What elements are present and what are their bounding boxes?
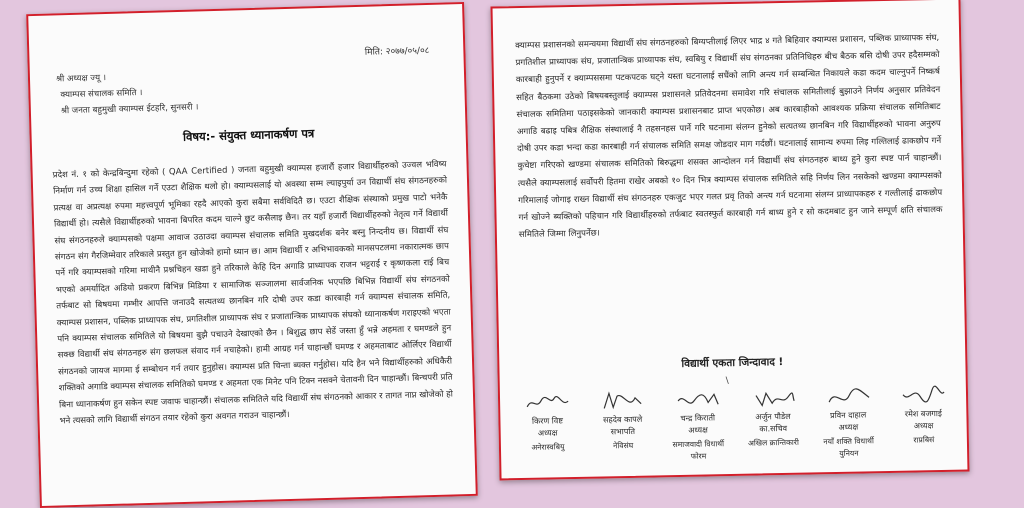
signatory-1 (514, 391, 581, 466)
signature-1-image (524, 391, 570, 414)
signatory-org: अनेरास्वबियु (531, 442, 565, 452)
signatory-org: अखिल क्रान्तिकारी (747, 437, 799, 448)
signatory-org: नेविसंघ (613, 440, 634, 451)
signature-block (514, 384, 957, 466)
letter-page-2 (490, 0, 969, 480)
letter-subject: विषय:- संयुक्त ध्यानाकर्षण पत्र (182, 126, 315, 144)
signatory-6 (890, 384, 957, 459)
signature-5-image (825, 385, 871, 408)
signatory-role: अध्यक्ष (838, 422, 859, 432)
letter-body-page-1: प्रदेश नं. १ को केन्द्रबिन्दुमा रहेको ( QAA Certified ) जनता बहुमुखी क्याम्पस हजारौं हजार विद्यार्थीहरुको उज्वल भविष्य निर्माण गर्न उच्च शिक्षा हासिल गर्ने एउटा शैक्षिक थलो हो। क्याम्पसलाई यो अवस्था सम्म ल्याइपुर्या उन विद्यार्थी संघ संगठनहरुको प्रत्यक्ष वा अप्रत्यक्ष रुपमा महत्त्वपूर्ण भूमिका रहदै आएको कुरा सबैमा सर्वविदितै छ। एउटा शैक्षिक संस्थाको प्रमुख पाटो भनेकै विद्यार्थी हो। त्यसैले विद्यार्थीहरुको भावना बिपरित कदम चाल्ने छुट कसैलाइ छैन। तर यहाँ हजारौं विद्यार्थीहरुको नेतृत्व गर्ने विद्यार्थी संघ संगठनहरुले क्याम्पसको पक्षमा आवाज उठाउदा क्याम्पस संचालक समिति मुखदर्शक बनेर बस्नु निन्दनीय छ। विद्यार्थी संघ संगठन संग गैरजिम्मेवार तरिकाले प्रस्तुत हुन खोजेको हामो ध्यान छ। आम विद्यार्थी र अभिभावकको मानसपटलमा नकारात्मक छाप पर्ने गरि क्याम्पसको गरिमा माथीनै प्रश्नचिहन खडा हुने तरिकाले केहि दिन अगाडि प्राध्यापक राजन भट्टराई र कृष्णकला राई बिच भएको अमर्यादित अडियो प्रकरण बिभिन्न मिडिया र सामाजिक सञ्जालमा सार्वजनिक भएपछि बिभिन्न विद्यार्थी संघ संगठनको तर्फबाट सो बिषयमा गम्भीर आपत्ति जनाउदै सत्यतथ्य छानबिन गरि दोषी उपर कडा कारबाही गर्न क्याम्पस संचालक समिति, क्याम्पस प्रशासन, पब्लिक प्राध्यापक संघ, प्रगतिशील प्राध्यापक संघ र प्रजातान्त्रिक प्राध्यापक संघको ध्यानाकर्षण गराइएको भएता पनि क्याम्पस संचालक समितिले यो बिषयमा बुझै पचाउने देखाएको छैन । बिशुद्ध छाप सेडें जस्ता हुँ भन्ने अहमता र घमण्डले हुन सक्छ विद्यार्थी संघ संगठनहरु संग छलफल संवाद गर्न नचाहेको। हामी आग्रह गर्न चाहान्छौं घमण्ड र अहमताबाट ओर्लिएर विद्यार्थी संगठनको जायज मागमा ई सम्बोधन गर्न तयार हुनुहोस। क्याम्पस प्रति चिन्ता ब्यक्त गर्नुहोस। यदि हैन भने विद्यार्थीहरुको अधिकैरी शक्तिको अगाडि क्याम्पस संचालक समितिको घमण्ड र अहमता एक मिनेट पनि टिक्न नसक्ने चेतावनी दिन चाहान्छौं। बिन्चपरी प्रति बिना ध्यानाकर्षण हुन सकेन स्पष्ट जवाफ चाहान्छौं। संचालक समितिले यदि विद्यार्थी संघ संगठनको आकार र तागत नाप्न खोजेको हो भने त्यसको लागि विद्यार्थी संगठन तयार रहेको कुरा अवगत गराउन चाहान्छौं। (52, 159, 454, 427)
signatory-name: किरण विष्ट (531, 416, 564, 426)
signatory-2 (589, 389, 656, 464)
recipient-line-2: क्याम्पस संचालक समिति । (60, 87, 143, 101)
signatory-5 (815, 385, 882, 460)
signature-2-image (599, 390, 645, 413)
signatory-role: अध्यक्ष (537, 428, 558, 438)
signatory-name: अर्जुन पौडेल (755, 411, 791, 422)
signatory-name: रमेश बजगाई (904, 408, 942, 419)
letter-body-page-2: क्याम्पस प्रशासनको समन्वयमा विद्यार्थी संघ संगठनहरुको बिग्यप्तीलाई लिएर भाद्र ४ गते बिहिवार क्याम्पस प्रशासन, पब्लिक प्राध्यापक संघ, प्रगतिशील प्राध्यापक संघ, प्रजातान्त्रिक प्राध्यापक संघ, स्वबियु र विद्यार्थी संघ संगठनका प्रतिनिधिहरु बीच बैठक बसि दोषी उपर हदैसम्मको कारबाही हुनुपर्ने र क्याम्पससमा पटकपटक घट्ने यस्ता घटनालाई सधैंको लागि अन्त्य गर्न सम्बन्धित निकायले कडा कदम चाल्नुपर्ने निष्कर्ष सहित बैठकमा उठेको बिषयबस्तुलाई क्याम्पस प्रशासनले प्रतिवेदनमा समावेश गरि संचालक समितीलाई बुझाउने निर्णय अनुसार प्रतिवेदन संचालक समितिमा पठाइसकेको जानकारी क्याम्पस प्रशासनबाट प्राप्त भएकोछ। अब कारबाहीको आवश्यक प्रक्रिया संचालक समितिबाट अगाडि बढाइ पबित्र शैक्षिक संस्थालाई नै तहसनहस पार्ने गरि घटनामा संलग्न हुनेको सत्यतथ्य छानबिन गरि विद्यार्थीहरुको भावना अनुरुप दोषी उपर कडा भन्दा कडा कारबाही गर्न संचालक समिति समक्ष जोडदार माग गर्दछौं। घटनालाई सामान्य रुपमा लिइ गल्तिलाई ढाकछोप गर्ने कुचेष्टा गरिएको खण्डमा संचालक समितिको बिरुद्धमा शसक्त आन्दोलन गर्न विद्यार्थी संघ संगठनहरु बाध्य हुने कुरा स्पष्ट पार्न चाहान्छौं। त्यसैले क्याम्पसलाई सर्वोपरी हितमा राखेर अबको १० दिन भित्र क्याम्पस संचालक समितिले सहि निर्णय लिन नसकेको खण्डमा क्याम्पसको गरिमालाई जोगाइ राख्न विद्यार्थी संघ संगठनहरु एकजुट भएर गलत प्रवृ तिको अन्त्य गर्न घटनामा संलग्न प्राध्यापकहरु र गल्तीलाई ढाकछोप गर्न खोज्ने ब्यक्तिको पहिचान गरि विद्यार्थीहरुको तर्फबाट स्वतस्फुर्त कारबाही गर्न बाध्य हुने र सो कदमबाट हुन जाने सम्पूर्ण क्षति संचालक समितिले जिम्मा लिनुपर्नेछ। (515, 32, 943, 241)
closing-slogan: विद्यार्थी एकता जिन्दावाद ! (681, 356, 784, 370)
signatory-role: अध्यक्ष (688, 425, 708, 435)
signature-6-image (900, 384, 946, 407)
signatory-role: सभापति (610, 426, 636, 437)
signatory-org: नयाँ शक्ति विधार्थी युनियन (823, 436, 875, 458)
letter-page-1 (26, 2, 478, 508)
signatory-4 (739, 387, 806, 462)
letter-date: मिति: २०७७/०५/०८ (364, 45, 430, 58)
pen-mark: \ (725, 376, 729, 387)
signatory-org: समाजवादी विधार्थी फोरम (672, 439, 725, 461)
signatory-role: का.सचिव (759, 423, 788, 434)
signature-4-image (749, 387, 795, 410)
signatory-name: चन्द्र किराती (680, 413, 716, 423)
signatory-name: प्रविन दाहाल (830, 410, 867, 421)
recipient-line-1: श्री अध्यक्ष ज्यू । (55, 73, 107, 85)
signatory-name: सहदेब कापले (602, 414, 643, 425)
signature-3-image (674, 388, 720, 411)
signatory-role: अध्यक्ष (913, 421, 934, 431)
recipient-line-3: श्री जनता बहुमुखी क्याम्पस ईटहरि, सुनसरी । (60, 102, 199, 117)
signatory-3 (664, 388, 731, 463)
signatory-org: राप्रबिसं (913, 435, 935, 445)
